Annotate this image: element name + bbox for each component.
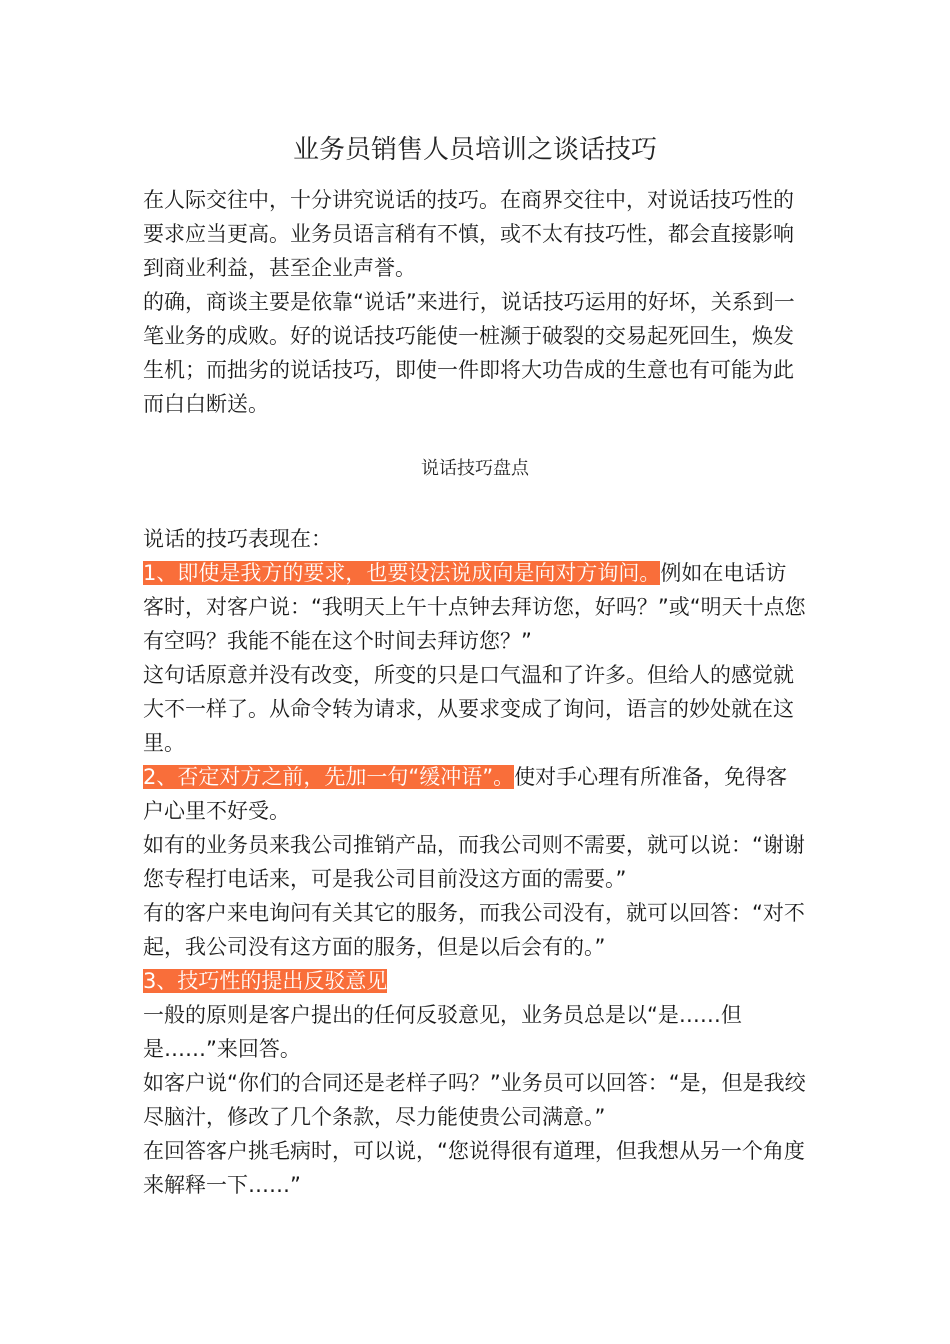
tip-2-example-2: 有的客户来电询问有关其它的服务，而我公司没有，就可以回答：“对不起，我公司没有这方面的服务，但是以后会有的。” — [143, 901, 805, 959]
tip-3-principle: 一般的原则是客户提出的任何反驳意见，业务员总是以“是……但是……”来回答。 — [143, 1003, 742, 1061]
intro-section — [143, 183, 807, 421]
tip-1-heading-highlight: 1、即使是我方的要求，也要设法说成向是向对方询问。 — [143, 561, 661, 585]
tips-lead: 说话的技巧表现在： — [143, 527, 332, 551]
tip-2-heading-highlight: 2、否定对方之前，先加一句“缓冲语”。 — [143, 765, 515, 789]
tips-section — [143, 522, 807, 1202]
intro-paragraph-2: 的确，商谈主要是依靠“说话”来进行，说话技巧运用的好坏，关系到一笔业务的成败。好的说话技巧能使一桩濒于破裂的交易起死回生，焕发生机；而拙劣的说话技巧，即使一件即将大功告成的生意也有可能为此而白白断送。 — [143, 290, 795, 416]
document-title: 业务员销售人员培训之谈话技巧 — [292, 135, 657, 165]
tip-1-paragraph — [143, 556, 807, 658]
intro-paragraph-1: 在人际交往中，十分讲究说话的技巧。在商界交往中，对说话技巧性的要求应当更高。业务员语言稍有不慎，或不太有技巧性，都会直接影响到商业利益，甚至企业声誉。 — [143, 188, 794, 280]
tip-3-example-1: 如客户说“你们的合同还是老样子吗？”业务员可以回答：“是，但是我绞尽脑汁，修改了几个条款，尽力能使贵公司满意。” — [143, 1071, 806, 1129]
tip-1-explanation: 这句话原意并没有改变，所变的只是口气温和了许多。但给人的感觉就大不一样了。从命令转为请求，从要求变成了询问，语言的妙处就在这里。 — [143, 663, 794, 755]
tip-2-text: 使对手心理有所准备，免得客户心里不好受。 — [143, 765, 788, 823]
tip-3-example-2: 在回答客户挑毛病时，可以说，“您说得很有道理，但我想从另一个角度来解释一下……” — [143, 1139, 805, 1197]
tip-2-example-1: 如有的业务员来我公司推销产品，而我公司则不需要，就可以说：“谢谢您专程打电话来，可是我公司目前没这方面的需要。” — [143, 833, 805, 891]
tip-2-paragraph — [143, 760, 807, 828]
section-subtitle: 说话技巧盘点 — [421, 458, 529, 479]
tip-3-paragraph — [143, 964, 807, 998]
tip-1-text: 例如在电话访客时，对客户说：“我明天上午十点钟去拜访您，好吗？”或“明天十点您有空吗？我能不能在这个时间去拜访您？” — [143, 561, 806, 653]
tip-3-heading-highlight: 3、技巧性的提出反驳意见 — [143, 969, 388, 993]
